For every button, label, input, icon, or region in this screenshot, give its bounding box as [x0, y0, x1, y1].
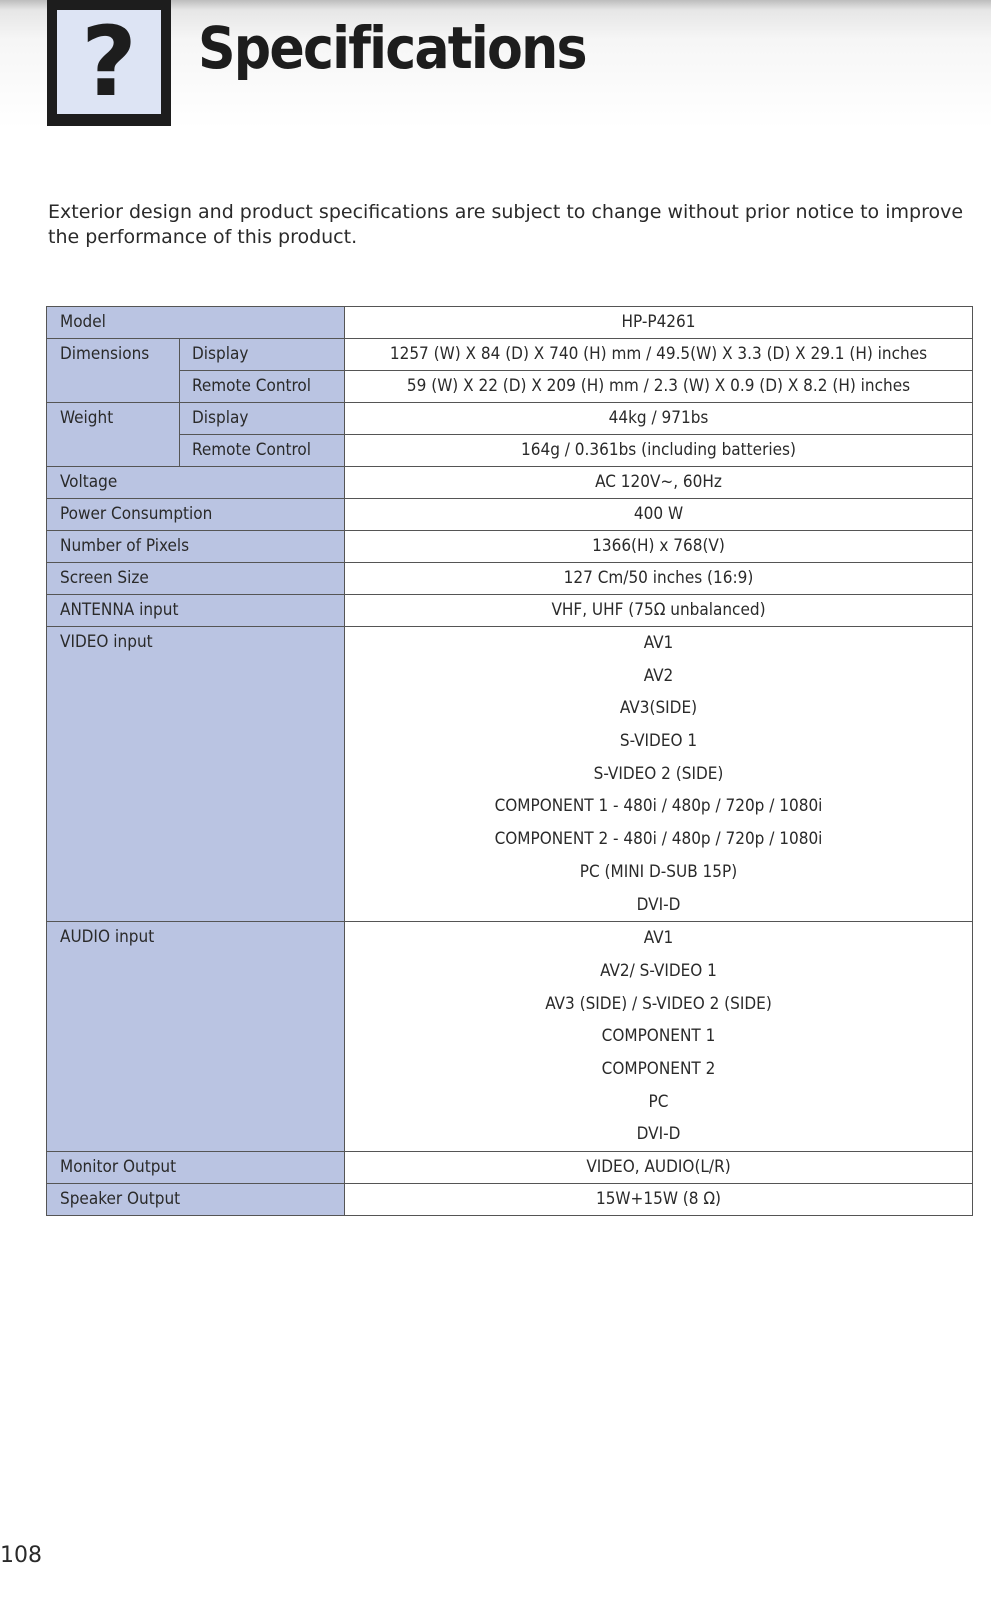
video-value: S-VIDEO 2 (SIDE) [593, 763, 724, 784]
table-row-video [47, 627, 973, 922]
table-row-weight-remote [47, 435, 973, 467]
video-value: AV1 [643, 633, 674, 653]
table-row-weight-display [47, 403, 973, 435]
table-row-screen [47, 563, 973, 595]
audio-value: PC [648, 1091, 669, 1112]
specifications-table [46, 306, 973, 1216]
dimensions-remote-value: 59 (W) X 22 (D) X 209 (H) mm / 2.3 (W) X 0.9 (D) X 8.2 (H) inches [345, 371, 973, 403]
voltage-label: Voltage [47, 467, 345, 499]
weight-remote-label: Remote Control [180, 435, 345, 467]
audio-value: AV3 (SIDE) / S-VIDEO 2 (SIDE) [545, 993, 772, 1014]
intro-line-2: the performance of this product. [48, 226, 358, 248]
table-row-speaker [47, 1184, 973, 1216]
audio-value: AV1 [643, 928, 674, 949]
weight-label: Weight [47, 403, 180, 467]
video-label: VIDEO input [47, 627, 345, 922]
speaker-label: Speaker Output [47, 1184, 345, 1216]
page-title: Specifications [198, 14, 586, 82]
antenna-value: VHF, UHF (75Ω unbalanced) [345, 595, 973, 627]
table-row-audio [47, 922, 973, 1152]
video-value: AV3(SIDE) [619, 698, 698, 719]
intro-paragraph [48, 200, 964, 250]
dimensions-display-label: Display [180, 339, 345, 371]
weight-display-value: 44kg / 971bs [345, 403, 973, 435]
video-value: AV2 [643, 665, 674, 686]
audio-label: AUDIO input [47, 922, 345, 1152]
video-value: COMPONENT 1 - 480i / 480p / 720p / 1080i [494, 796, 823, 817]
monitor-value: VIDEO, AUDIO(L/R) [345, 1152, 973, 1184]
speaker-value: 15W+15W (8 Ω) [345, 1184, 973, 1216]
audio-value: AV2/ S-VIDEO 1 [600, 960, 717, 981]
audio-values [345, 922, 973, 1152]
table-row-monitor [47, 1152, 973, 1184]
table-row-power [47, 499, 973, 531]
table-row-voltage [47, 467, 973, 499]
pixels-value: 1366(H) x 768(V) [345, 531, 973, 563]
table-row-dimensions-remote [47, 371, 973, 403]
video-value: DVI-D [636, 894, 681, 915]
audio-value: COMPONENT 2 [601, 1058, 716, 1079]
question-mark-icon-inner [57, 6, 161, 118]
table-row-dimensions-display [47, 339, 973, 371]
question-mark-icon [47, 0, 171, 126]
model-value: HP-P4261 [345, 307, 973, 339]
screen-value: 127 Cm/50 inches (16:9) [345, 563, 973, 595]
screen-label: Screen Size [47, 563, 345, 595]
pixels-label: Number of Pixels [47, 531, 345, 563]
power-label: Power Consumption [47, 499, 345, 531]
video-value: S-VIDEO 1 [619, 731, 698, 752]
question-mark-glyph: ? [81, 6, 137, 118]
table-row-pixels [47, 531, 973, 563]
weight-display-label: Display [180, 403, 345, 435]
dimensions-display-value: 1257 (W) X 84 (D) X 740 (H) mm / 49.5(W) X 3.3 (D) X 29.1 (H) inches [345, 339, 973, 371]
dimensions-remote-label: Remote Control [180, 371, 345, 403]
audio-value: COMPONENT 1 [601, 1026, 716, 1047]
table-row-model [47, 307, 973, 339]
intro-line-1: Exterior design and product specifications are subject to change without prior notice to improve [48, 201, 964, 223]
video-value: COMPONENT 2 - 480i / 480p / 720p / 1080i [494, 829, 823, 850]
page-number: 108 [0, 1543, 42, 1568]
model-label: Model [47, 307, 345, 339]
dimensions-label: Dimensions [47, 339, 180, 403]
monitor-label: Monitor Output [47, 1152, 345, 1184]
video-values [345, 627, 973, 922]
table-row-antenna [47, 595, 973, 627]
video-value: PC (MINI D-SUB 15P) [579, 861, 738, 882]
antenna-label: ANTENNA input [47, 595, 345, 627]
audio-value: DVI-D [636, 1124, 681, 1145]
weight-remote-value: 164g / 0.361bs (including batteries) [345, 435, 973, 467]
power-value: 400 W [345, 499, 973, 531]
voltage-value: AC 120V~, 60Hz [345, 467, 973, 499]
